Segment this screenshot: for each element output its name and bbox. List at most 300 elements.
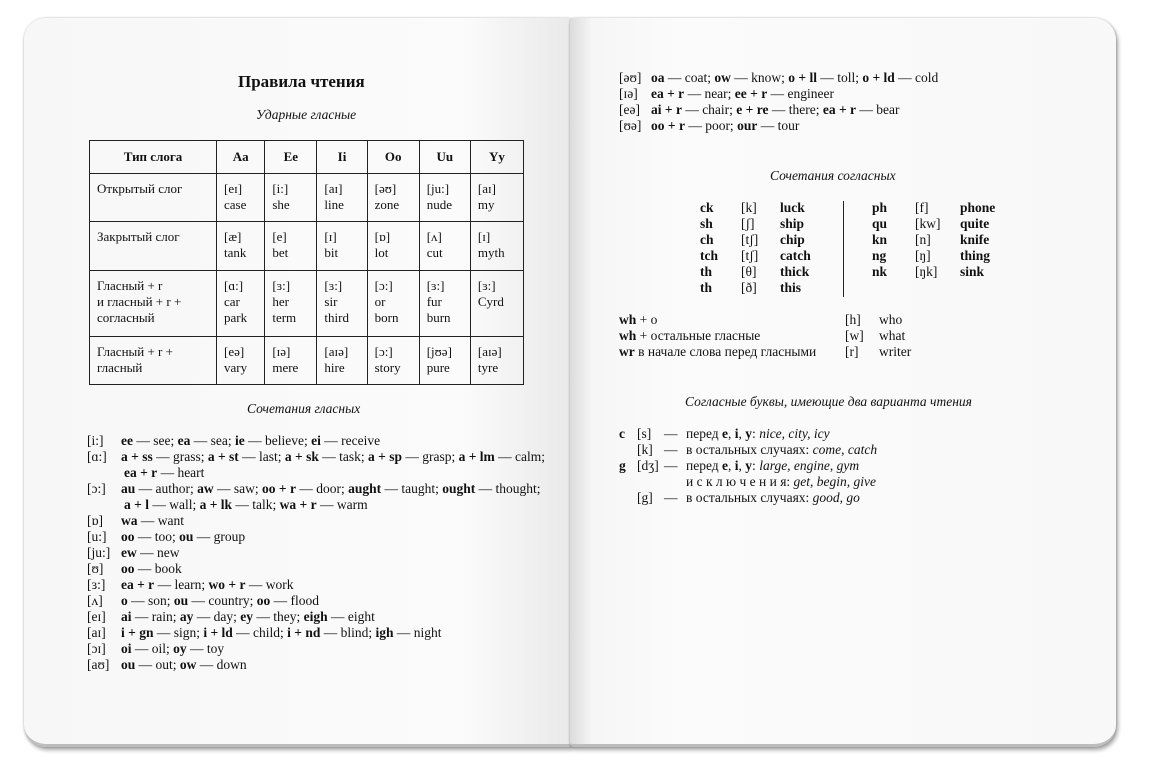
text-segment: e + re (736, 102, 769, 117)
reading-dash: — (664, 458, 678, 473)
text-segment: ew (121, 545, 137, 560)
vowel-combo-line (121, 513, 184, 529)
vowel-ipa: [aʊ] (87, 657, 110, 672)
text-segment: wa (121, 513, 138, 528)
reading-ipa: [s] (637, 426, 652, 441)
text-segment: — there; (768, 102, 823, 117)
cell-word: nude (426, 197, 452, 212)
cell-word: her (272, 293, 289, 309)
table-cell (317, 336, 367, 384)
cell-ipa: [e] (272, 229, 287, 245)
reading-rule (686, 426, 830, 442)
text-segment: eigh (303, 609, 328, 624)
text-segment: — want (137, 513, 184, 528)
vowel-ipa: [ɒ] (87, 513, 104, 528)
vowel-combo-line (121, 433, 380, 449)
consonant-letters: ph (872, 200, 888, 215)
text-segment: ee + r (734, 86, 768, 101)
consonant-letters: sh (700, 216, 713, 231)
vowel-combo-line (121, 657, 247, 673)
text-segment: — new (136, 545, 180, 560)
text-segment: igh (375, 625, 394, 640)
cell-word: or (374, 293, 386, 309)
reading-letter: c (619, 426, 625, 441)
text-segment: — task; (318, 449, 368, 464)
table-row (90, 270, 524, 336)
text-segment: перед (686, 458, 723, 473)
cell-word: she (272, 197, 290, 212)
text-segment: get, begin, give (793, 474, 877, 489)
row-label-line: Гласный + r (97, 277, 163, 293)
text-segment: — grass; (152, 449, 208, 464)
text-segment: , (738, 458, 746, 473)
text-segment: + o (636, 312, 658, 327)
text-segment: oa (651, 70, 665, 85)
consonant-example: this (780, 280, 802, 295)
text-segment: — oil; (131, 641, 174, 656)
header-letter: Yy (470, 141, 523, 174)
consonant-example: chip (780, 232, 805, 247)
text-segment: + остальные гласные (636, 328, 761, 343)
cell-ipa: [ju:] (426, 181, 450, 196)
consonant-ipa: [n] (915, 232, 931, 247)
text-segment: — learn; (154, 577, 209, 592)
reading-rule (686, 490, 860, 506)
consonant-letters: ck (700, 200, 714, 215)
vowel-ipa: [ju:] (87, 545, 111, 560)
text-segment: wr (619, 344, 635, 359)
consonant-letters: nk (872, 264, 888, 279)
diphthong-ipa: [eə] (619, 102, 640, 117)
cell-ipa: [æ] (224, 229, 242, 245)
text-segment: y (745, 426, 753, 441)
consonant-letters: th (700, 264, 713, 279)
reading-ipa: [g] (637, 490, 653, 505)
two-readings-subtitle: Согласные буквы, имеющие два варианта чтения (685, 394, 972, 409)
text-segment: — chair; (681, 102, 737, 117)
text-segment: — receive (320, 433, 381, 448)
cell-ipa: [ʌ] (426, 229, 442, 245)
reading-ipa: [dʒ] (637, 458, 659, 473)
text-segment: ai + r (651, 102, 682, 117)
text-segment: i + gn (121, 625, 154, 640)
text-segment: o + ll (788, 70, 817, 85)
cell-ipa: [ɑ:] (224, 277, 244, 293)
cell-word: third (324, 309, 349, 325)
cell-ipa: [eə] (224, 343, 245, 359)
text-segment: — bear (856, 102, 900, 117)
text-segment: — day; (193, 609, 241, 624)
consonant-letters: qu (872, 216, 888, 231)
consonant-letters: th (700, 280, 713, 295)
reading-rule (686, 474, 876, 490)
cell-word: car (224, 293, 240, 309)
text-segment: — saw; (213, 481, 263, 496)
text-segment: в начале слова перед гласными (634, 344, 817, 359)
table-cell (470, 222, 523, 270)
text-segment: — son; (127, 593, 174, 608)
text-segment: ea + r (822, 102, 857, 117)
consonant-ipa: [ŋk] (915, 264, 938, 279)
text-segment: — calm; (494, 449, 546, 464)
consonant-example: catch (780, 248, 811, 263)
vowel-combo-line (121, 561, 182, 577)
text-segment: au (121, 481, 136, 496)
text-segment: — thought; (475, 481, 541, 496)
text-segment: — poor; (684, 118, 738, 133)
header-letter: Uu (419, 141, 470, 174)
vowel-combo-line (124, 465, 204, 481)
text-segment: a + sp (368, 449, 402, 464)
consonant-example: thick (780, 264, 810, 279)
cell-ipa: [eɪ] (224, 181, 243, 196)
diphthong-line (651, 118, 799, 134)
text-segment: , (738, 426, 746, 441)
text-segment: — toll; (816, 70, 863, 85)
row-label (90, 336, 217, 384)
cell-ipa: [aɪ] (477, 181, 496, 196)
text-segment: , (728, 426, 735, 441)
cell-ipa: [ɔ:] (374, 277, 393, 293)
cell-ipa: [ɪ] (324, 229, 337, 245)
wh-rule (619, 312, 657, 328)
consonant-example: quite (960, 216, 990, 231)
consonant-combinations-subtitle: Сочетания согласных (770, 168, 896, 183)
cell-word: pure (426, 359, 450, 375)
text-segment: our (737, 118, 758, 133)
cell-word: mere (272, 359, 299, 375)
consonant-ipa: [tʃ] (741, 248, 759, 263)
cell-word: vary (224, 359, 248, 375)
text-segment: в остальных случаях: (686, 442, 813, 457)
vowel-combo-line (121, 609, 375, 625)
vowel-combo-line (121, 545, 180, 561)
row-label-line: Гласный + r + (97, 343, 173, 359)
text-segment: — sign; (153, 625, 204, 640)
cell-word: tyre (477, 359, 499, 375)
text-segment: ai (121, 609, 132, 624)
vowel-combo-line (121, 481, 541, 497)
table-header-row (90, 141, 524, 174)
wh-ipa: [h] (845, 312, 861, 327)
cell-ipa: [ɜ:] (272, 277, 291, 293)
text-segment: перед (686, 426, 723, 441)
consonant-example: sink (960, 264, 985, 279)
text-segment: : (752, 426, 760, 441)
cell-word: sir (324, 293, 338, 309)
text-segment: ea (177, 433, 191, 448)
text-segment: wh (619, 312, 637, 327)
table-cell (317, 222, 367, 270)
text-segment: wh (619, 328, 637, 343)
vowel-combo-line (121, 593, 319, 609)
text-segment: o + ld (862, 70, 895, 85)
consonant-example: ship (780, 216, 805, 231)
open-book (22, 18, 1120, 748)
text-segment: — believe; (244, 433, 312, 448)
text-segment: — talk; (232, 497, 280, 512)
table-cell (217, 270, 265, 336)
vowel-ipa: [aɪ] (87, 625, 106, 640)
consonant-letters: ng (872, 248, 887, 263)
text-segment: ie (234, 433, 245, 448)
text-segment: : (752, 458, 760, 473)
consonant-example: luck (780, 200, 805, 215)
row-label-line: гласный (97, 359, 143, 375)
table-cell (265, 222, 317, 270)
text-segment: — warm (316, 497, 368, 512)
stressed-vowels-subtitle: Ударные гласные (256, 107, 357, 122)
diphthong-ipa: [ɪə] (619, 86, 638, 101)
cell-word: my (477, 197, 495, 212)
text-segment: oi (121, 641, 132, 656)
diphthong-line (651, 86, 834, 102)
cell-ipa: [ɪə] (272, 343, 291, 359)
text-segment: — work (245, 577, 294, 592)
consonant-letters: ch (700, 232, 714, 247)
text-segment: — group (193, 529, 246, 544)
cell-word: born (374, 309, 399, 325)
cell-word: Cyrd (477, 293, 504, 309)
reading-letter: g (619, 458, 626, 473)
text-segment: a + st (207, 449, 239, 464)
cell-ipa: [əʊ] (374, 181, 397, 196)
text-segment: ow (179, 657, 197, 672)
vowel-combo-line (121, 529, 245, 545)
text-segment: ee (121, 433, 133, 448)
reading-ipa: [k] (637, 442, 653, 457)
cell-ipa: [aɪə] (324, 343, 349, 359)
text-segment: — book (134, 561, 182, 576)
table-cell (317, 174, 367, 222)
text-segment: — country; (188, 593, 257, 608)
text-segment: , (728, 458, 735, 473)
consonant-ipa: [ʃ] (741, 216, 755, 231)
consonant-example: knife (960, 232, 990, 247)
text-segment: oo (121, 529, 135, 544)
text-segment: ea + r (124, 465, 158, 480)
text-segment: ow (714, 70, 731, 85)
text-segment: aught (348, 481, 382, 496)
cell-ipa: [ɪ] (477, 229, 491, 245)
text-segment: — tour (757, 118, 800, 133)
text-segment: i (734, 458, 739, 473)
vowel-combo-line (121, 625, 442, 641)
row-label-line: согласный (97, 309, 155, 325)
table-cell (317, 270, 367, 336)
text-segment: ea + r (651, 86, 685, 101)
table-cell (367, 222, 419, 270)
text-segment: i + ld (203, 625, 233, 640)
row-label (90, 174, 217, 222)
text-segment: — last; (238, 449, 285, 464)
consonant-divider (843, 201, 844, 297)
text-segment: — coat; (664, 70, 715, 85)
text-segment: oo (256, 593, 271, 608)
table-row (90, 174, 524, 222)
text-segment: ay (179, 609, 194, 624)
text-segment: oo + r (262, 481, 296, 496)
text-segment: — toy (186, 641, 225, 656)
text-segment: nice, city, icy (759, 426, 830, 441)
text-segment: — eight (327, 609, 375, 624)
text-segment: y (745, 458, 753, 473)
vowel-ipa: [ʌ] (87, 593, 103, 608)
table-cell (470, 174, 523, 222)
text-segment: — sea; (190, 433, 235, 448)
consonant-ipa: [f] (915, 200, 929, 215)
vowel-ipa: [ɜ:] (87, 577, 106, 592)
text-segment: — near; (684, 86, 735, 101)
text-segment: ey (240, 609, 254, 624)
text-segment: ea + r (121, 577, 155, 592)
header-letter: Ii (317, 141, 367, 174)
text-segment: — night (393, 625, 442, 640)
cell-word: tank (224, 245, 247, 261)
vowel-combo-line (124, 497, 368, 513)
reading-dash: — (664, 490, 678, 505)
diphthong-line (651, 102, 900, 118)
table-cell (265, 336, 317, 384)
table-cell (265, 270, 317, 336)
table-cell (470, 336, 523, 384)
cell-word: burn (426, 309, 451, 325)
syllable-table (89, 140, 524, 385)
diphthong-line (651, 70, 938, 86)
table-cell (265, 174, 317, 222)
table-cell (419, 270, 470, 336)
table-cell (367, 270, 419, 336)
text-segment: — know; (730, 70, 789, 85)
text-segment: — engineer (767, 86, 834, 101)
text-segment: — grasp; (401, 449, 459, 464)
cell-word: line (324, 197, 344, 212)
wh-rule (619, 344, 816, 360)
table-cell (217, 174, 265, 222)
text-segment: a + ss (121, 449, 153, 464)
consonant-letters: kn (872, 232, 888, 247)
reading-dash: — (664, 426, 678, 441)
cell-ipa: [ɜ:] (477, 277, 496, 293)
text-segment: — author; (135, 481, 198, 496)
page-title: Правила чтения (238, 72, 365, 91)
table-row (90, 222, 524, 270)
cell-ipa: [ɜ:] (426, 277, 445, 293)
vowel-combo-line (121, 641, 224, 657)
row-label (90, 270, 217, 336)
cell-word: cut (426, 245, 443, 261)
text-segment: — cold (894, 70, 939, 85)
left-page (24, 18, 572, 747)
consonant-example: phone (960, 200, 996, 215)
text-segment: a + l (124, 497, 149, 512)
text-segment: — wall; (148, 497, 200, 512)
reading-rule (686, 442, 877, 458)
text-segment: — child; (232, 625, 288, 640)
vowel-ipa: [u:] (87, 529, 107, 544)
right-page (570, 18, 1116, 747)
consonant-ipa: [tʃ] (741, 232, 759, 247)
wh-rule (619, 328, 760, 344)
text-segment: come, catch (812, 442, 878, 457)
text-segment: — down (196, 657, 247, 672)
text-segment: oo (121, 561, 135, 576)
cell-ipa: [ɜ:] (324, 277, 343, 293)
cell-ipa: [ɒ] (374, 229, 391, 245)
cell-word: case (224, 197, 247, 212)
vowel-ipa: [i:] (87, 433, 104, 448)
text-segment: в остальных случаях: (686, 490, 813, 505)
cell-word: myth (477, 245, 505, 261)
text-segment: и с к л ю ч е н и я: (686, 474, 794, 489)
table-cell (470, 270, 523, 336)
text-segment: ou (173, 593, 189, 608)
row-label-line: Открытый слог (97, 181, 183, 196)
wh-example: writer (879, 344, 912, 359)
text-segment: a + sk (284, 449, 319, 464)
table-cell (419, 336, 470, 384)
table-cell (367, 336, 419, 384)
text-segment: aw (197, 481, 214, 496)
cell-word: lot (374, 245, 389, 261)
row-label (90, 222, 217, 270)
text-segment: — out; (135, 657, 180, 672)
text-segment: large, engine, gym (759, 458, 860, 473)
text-segment: — rain; (131, 609, 180, 624)
text-segment: — flood (270, 593, 320, 608)
text-segment: o (121, 593, 128, 608)
text-segment: i + nd (287, 625, 321, 640)
wh-example: who (879, 312, 903, 327)
cell-word: zone (374, 197, 400, 212)
wh-ipa: [r] (845, 344, 859, 359)
reading-rule (686, 458, 859, 474)
cell-ipa: [ɔ:] (374, 343, 393, 359)
cell-ipa: [jʊə] (426, 343, 452, 359)
vowel-combinations-subtitle: Сочетания гласных (247, 401, 361, 416)
table-cell (217, 336, 265, 384)
cell-word: bit (324, 245, 339, 261)
row-label-line: и гласный + r + (97, 293, 182, 309)
text-segment: wa + r (279, 497, 317, 512)
table-cell (419, 174, 470, 222)
cell-ipa: [i:] (272, 181, 289, 196)
text-segment: — they; (253, 609, 304, 624)
table-cell (367, 174, 419, 222)
cell-word: bet (272, 245, 289, 261)
consonant-ipa: [ð] (741, 280, 757, 295)
consonant-ipa: [ŋ] (915, 248, 931, 263)
vowel-ipa: [eɪ] (87, 609, 106, 624)
cell-ipa: [aɪə] (477, 343, 502, 359)
cell-word: story (374, 359, 401, 375)
consonant-ipa: [kw] (915, 216, 941, 231)
text-segment: oo + r (651, 118, 685, 133)
text-segment: oy (173, 641, 187, 656)
table-cell (419, 222, 470, 270)
text-segment: e (722, 458, 729, 473)
text-segment: ou (179, 529, 194, 544)
wh-ipa: [w] (845, 328, 864, 343)
vowel-ipa: [ɑ:] (87, 449, 107, 464)
consonant-letters: tch (700, 248, 718, 263)
text-segment: i (734, 426, 739, 441)
cell-word: term (272, 309, 297, 325)
text-segment: — heart (157, 465, 205, 480)
text-segment: — blind; (320, 625, 376, 640)
diphthong-ipa: [əʊ] (619, 70, 642, 85)
text-segment: wo + r (208, 577, 246, 592)
